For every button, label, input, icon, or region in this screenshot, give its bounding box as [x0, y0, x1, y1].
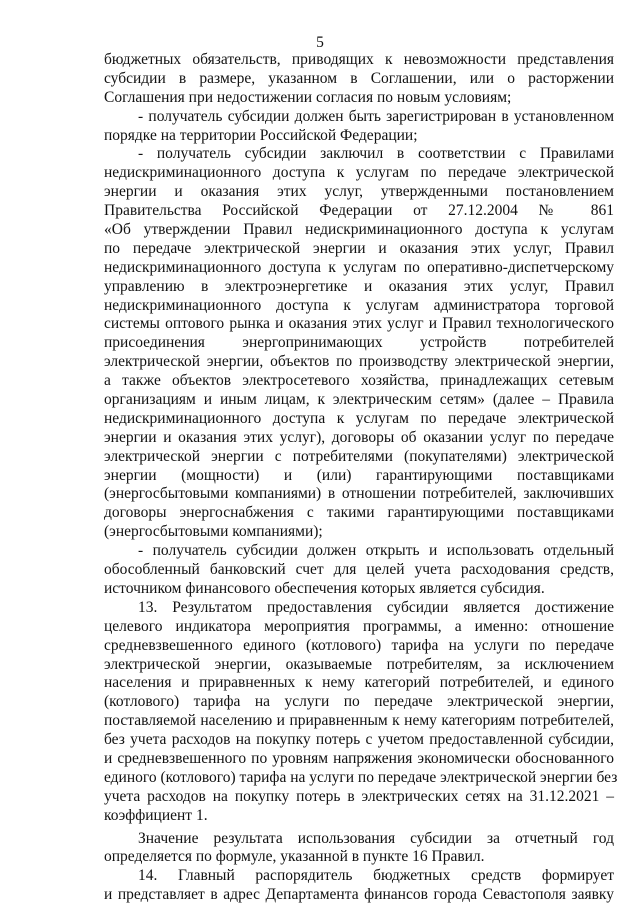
- text-line: - получатель субсидии должен быть зарегистрирован в установленном: [138, 107, 614, 125]
- text-line: источником финансового обеспечения которых является субсидия.: [104, 579, 545, 597]
- text-line: населения и приравненных к нему категорий потребителей, и единого: [104, 674, 614, 692]
- text-line: определяется по формуле, указанной в пункте 16 Правил.: [104, 848, 485, 866]
- text-line: энергии и оказания этих услуг), договоры об оказании услуг по передаче: [104, 428, 614, 446]
- text-line: недискриминационного доступа к услугам администратора торговой: [104, 296, 614, 314]
- text-line: и представляет в адрес Департамента финансов города Севастополя заявку: [104, 886, 614, 904]
- page-number: 5: [316, 34, 324, 51]
- text-line: управлению в электроэнергетике и оказания этих услуг, Правил: [104, 277, 614, 295]
- text-line: 13. Результатом предоставления субсидии является достижение: [138, 598, 614, 616]
- text-line: договоры энергоснабжения с такими гарантирующими поставщиками: [104, 504, 614, 522]
- text-line: без учета расходов на покупку потерь с учетом предоставленной субсидии,: [104, 731, 614, 749]
- text-line: средневзвешенного единого (котлового) тарифа на услуги по передаче: [104, 636, 614, 654]
- text-line: присоединения энергопринимающих устройств потребителей: [104, 334, 614, 352]
- text-line: - получатель субсидии заключил в соответствии с Правилами: [138, 145, 614, 163]
- text-line: коэффициент 1.: [104, 806, 208, 824]
- text-line: субсидии в размере, указанном в Соглашении, или о расторжении: [104, 69, 614, 87]
- text-line: и средневзвешенного по уровням напряжения экономически обоснованного: [104, 749, 614, 767]
- text-line: по передаче электрической энергии и оказания этих услуг, Правил: [104, 239, 614, 257]
- text-line: Соглашения при недостижении согласия по новым условиям;: [104, 88, 512, 106]
- text-line: поставляемой населению и приравненным к нему категориям потребителей,: [104, 712, 614, 730]
- text-line: энергии и оказания этих услуг, утвержденными постановлением: [104, 183, 614, 201]
- text-line: порядке на территории Российской Федерации;: [104, 126, 418, 144]
- text-line: (энергосбытовыми компаниями);: [104, 523, 323, 541]
- text-line: электрической энергии с потребителями (покупателями) электрической: [104, 447, 614, 465]
- text-line: а также объектов электросетевого хозяйства, принадлежащих сетевым: [104, 372, 614, 390]
- text-line: недискриминационного доступа к услугам по оперативно-диспетчерскому: [104, 258, 614, 276]
- text-line: 14. Главный распорядитель бюджетных средств формирует: [138, 867, 614, 885]
- text-line: «Об утверждении Правил недискриминационного доступа к услугам: [104, 221, 614, 239]
- text-line: (котлового) тарифа на услуги по передаче электрической энергии,: [104, 693, 614, 711]
- text-line: Значение результата использования субсидии за отчетный год: [138, 829, 614, 847]
- text-line: учета расходов на покупку потерь в электрических сетях на 31.12.2021 –: [104, 787, 614, 805]
- text-line: - получатель субсидии должен открыть и использовать отдельный: [138, 542, 614, 560]
- text-line: единого (котлового) тарифа на услуги по передаче электрической энергии без: [104, 768, 618, 786]
- text-line: электрической энергии, объектов по производству электрической энергии,: [104, 353, 614, 371]
- text-line: системы оптового рынка и оказания этих услуг и Правил технологического: [104, 315, 614, 333]
- text-line: энергии (мощности) и (или) гарантирующими поставщиками: [104, 466, 614, 484]
- document-body: [104, 51, 618, 905]
- text-line: электрической энергии, оказываемые потребителям, за исключением: [104, 655, 614, 673]
- text-line: (энергосбытовыми компаниями) в отношении потребителей, заключивших: [104, 485, 614, 503]
- text-line: бюджетных обязательств, приводящих к невозможности представления: [104, 51, 614, 68]
- text-line: Правительства Российской Федерации от 27.12.2004 № 861: [104, 202, 614, 220]
- text-line: недискриминационного доступа к услугам по передаче электрической: [104, 409, 614, 427]
- text-line: обособленный банковский счет для целей учета расходования средств,: [104, 561, 614, 579]
- text-line: недискриминационного доступа к услугам по передаче электрической: [104, 164, 614, 182]
- text-line: организациям и иным лицам, к электрическим сетям» (далее – Правила: [104, 391, 614, 409]
- text-line: целевого индикатора мероприятия программы, а именно: отношение: [104, 617, 614, 635]
